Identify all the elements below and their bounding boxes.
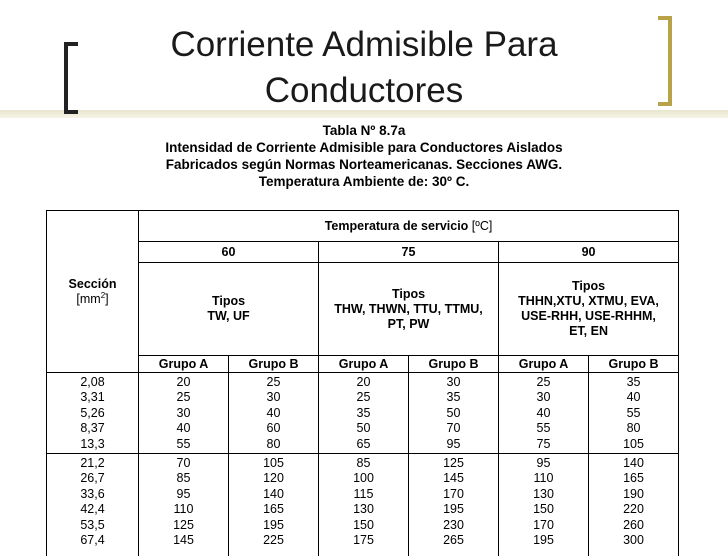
table-caption	[100, 122, 628, 190]
group-header: Grupo B	[589, 356, 679, 373]
right-bracket-decoration	[658, 16, 672, 106]
ampacity-column: 25 30 40 55 75	[499, 373, 589, 454]
ampacity-column: 30 35 50 70 95	[409, 373, 499, 454]
service-temp-unit: [ºC]	[472, 219, 493, 233]
section-unit: $[mm^2]$	[47, 291, 138, 306]
types-75-cell: Tipos THW, THWN, TTU, TTMU, PT, PW	[319, 263, 499, 356]
types-90-cell: Tipos THHN,XTU, XTMU, EVA, USE-RHH, USE-RHHM, ET, EN	[499, 263, 679, 356]
section-label: Sección	[47, 277, 138, 291]
ampacity-column: 70 85 95 110 125 145	[139, 454, 229, 556]
ampacity-column: 105 120 140 165 195 225	[229, 454, 319, 556]
caption-table-number: Tabla Nº 8.7a	[100, 122, 628, 139]
ampacity-table	[46, 210, 679, 556]
section-values-block-2: 21,2 26,7 33,6 42,4 53,5 67,4	[47, 454, 139, 556]
ampacity-column: 20 25 35 50 65	[319, 373, 409, 454]
ampacity-column: 20 25 30 40 55	[139, 373, 229, 454]
group-header: Grupo A	[319, 356, 409, 373]
group-header: Grupo B	[229, 356, 319, 373]
service-temp-header	[139, 211, 679, 242]
caption-line-4: Temperatura Ambiente de: 30º C.	[100, 173, 628, 190]
group-header: Grupo A	[499, 356, 589, 373]
caption-line-3: Fabricados según Normas Norteamericanas. Secciones AWG.	[100, 156, 628, 173]
service-temp-label: Temperatura de servicio	[325, 219, 469, 233]
slide-title-line-1: Corriente Admisible Para	[90, 22, 638, 68]
group-header: Grupo B	[409, 356, 499, 373]
slide-title-line-2: Conductores	[90, 68, 638, 114]
section-header-cell	[47, 211, 139, 373]
section-values-block-1: 2,08 3,31 5,26 8,37 13,3	[47, 373, 139, 454]
temp-60-header: 60	[139, 242, 319, 263]
ampacity-column: 125 145 170 195 230 265	[409, 454, 499, 556]
left-bracket-decoration	[64, 42, 78, 114]
caption-line-2: Intensidad de Corriente Admisible para Conductores Aislados	[100, 139, 628, 156]
ampacity-column: 35 40 55 80 105	[589, 373, 679, 454]
temp-90-header: 90	[499, 242, 679, 263]
types-60-cell: Tipos TW, UF	[139, 263, 319, 356]
data-block-1	[47, 373, 679, 454]
ampacity-column: 140 165 190 220 260 300	[589, 454, 679, 556]
group-header: Grupo A	[139, 356, 229, 373]
temp-75-header: 75	[319, 242, 499, 263]
data-block-2	[47, 454, 679, 556]
slide-title	[90, 22, 638, 114]
ampacity-column: 95 110 130 150 170 195	[499, 454, 589, 556]
ampacity-column: 25 30 40 60 80	[229, 373, 319, 454]
ampacity-column: 85 100 115 130 150 175	[319, 454, 409, 556]
